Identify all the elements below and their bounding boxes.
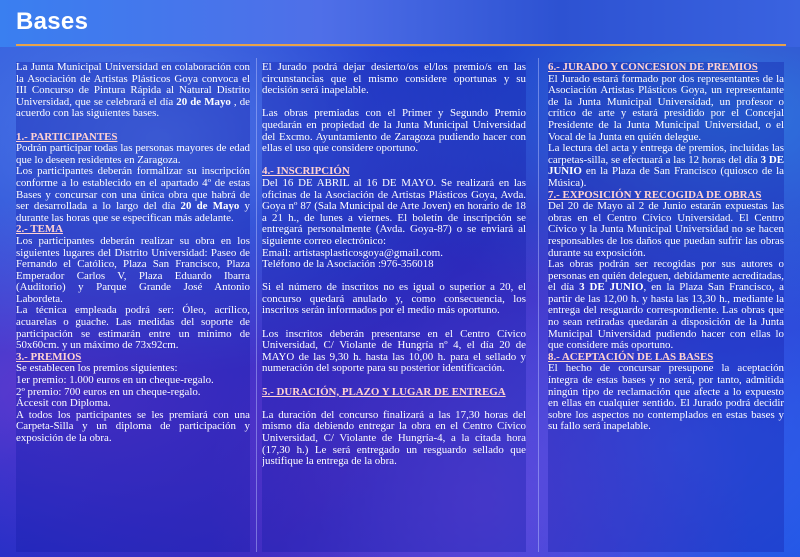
inscripcion-paragraph-1: Del 16 DE ABRIL al 16 DE MAYO. Se realizará en las oficinas de la Asociación de Artistas Plásticos Goya, Avda. Goya nº 87 (Sala Municipal de Arte Joven) en horario de 18 a 21 h., de lunes a viernes. El boletín de inscripción se entregará personalmente (Avda. Goya-87) o se enviará al siguiente correo electrónico: [262,176,526,247]
section-heading-aceptacion: 8.- ACEPTACIÓN DE LAS BASES [548,350,714,363]
column-divider-1 [256,58,257,552]
section-heading-exposicion: 7.- EXPOSICIÓN Y RECOGIDA DE OBRAS [548,188,762,201]
jurado-paragraph-1: El Jurado estará formado por dos representantes de la Asociación Artistas Plásticos Goya, un representante de la Junta Municipal Universidad, un profesor o crítico de arte y estará presidido por el Concejal Presidente de la Junta Municipal Universidad, o el Vocal de la Junta en quién delegue. [548,72,784,143]
premios-line-3: 2º premio: 700 euros en un cheque-regalo. [16,385,201,398]
column-2 [262,62,526,552]
column-3 [548,62,784,552]
page-title: Bases [16,8,89,35]
title-underline [16,44,786,46]
premios-line-2: 1er premio: 1.000 euros en un cheque-regalo. [16,374,214,387]
column-divider-2 [538,58,539,552]
jurado-paragraph-2: La lectura del acta y entrega de premios, incluidas las carpetas-silla, se efectuará a las 12 horas del día 3 DE JUNIO en la Plaza de San Francisco (quiosco de la Música). [548,142,784,189]
obras-premiadas-paragraph: Las obras premiadas con el Primer y Segundo Premio quedarán en propiedad de la Junta Municipal Universidad del Excmo. Ayuntamiento de Zaragoza pudiendo hacer con ellas el uso que considere oportuno. [262,107,526,155]
section-heading-jurado: 6.- JURADO Y CONCESIÓN DE PREMIOS [548,62,758,73]
inscripcion-paragraph-2: Si el número de inscritos no es igual o superior a 20, el concurso quedará anulado y, como consecuencia, los inscritos serán informados por el medio más oportuno. [262,281,526,317]
participantes-paragraph-2: Los participantes deberán formalizar su inscripción conforme a lo establecido en el apartado 4º de estas Bases y concursar con una única obra que habrá de ser desarrollada a lo largo del día 20 de Mayo y durante las horas que se especifican más adelante. [16,165,250,224]
premios-line-1: Se establecen los premios siguientes: [16,362,178,375]
inscripcion-email: Email: artistasplasticosgoya@gmail.com. [262,246,443,259]
column-1 [16,62,250,552]
intro-paragraph: La Junta Municipal Universidad en colaboración con la Asociación de Artistas Plásticos Goya convoca el III Concurso de Pintura Rápida al Natural Distrito Universidad, que se celebrará el día 20 de Mayo , de acuerdo con las siguientes bases. [16,62,250,120]
premios-line-4: Áccesit con Diploma. [16,397,111,410]
section-heading-tema: 2.- TEMA [16,223,63,236]
section-heading-premios: 3.- PREMIOS [16,350,82,363]
participantes-paragraph-1: Podrán participar todas las personas mayores de edad que lo deseen residentes en Zaragoza. [16,142,250,166]
premios-paragraph: A todos los participantes se les premiará con una Carpeta-Silla y un diploma de participación y exposición de la obra. [16,408,250,444]
aceptacion-paragraph: El hecho de concursar presupone la aceptación íntegra de estas bases y no será, por tanto, admitida ningún tipo de reclamación que afecte a lo expuesto en ellas en cualquier sentido. El Jurado podrá decidir sobre los aspectos no contemplados en estas bases y su fallo será inapelable. [548,362,784,433]
exposicion-paragraph-1: Del 20 de Mayo al 2 de Junio estarán expuestas las obras en el Centro Cívico Universidad. El Centro Cívico y la Junta Municipal Universidad no se hacen responsables de los daños que puedan sufrir las obras durante su exposición. [548,200,784,259]
section-heading-duracion: 5.- DURACIÓN, PLAZO Y LUGAR DE ENTREGA [262,385,506,398]
section-heading-participantes: 1.- PARTICIPANTES [16,130,118,143]
exposicion-paragraph-2: Las obras podrán ser recogidas por sus autores o personas en quién deleguen, debidamente acreditadas, el día 3 DE JUNIO, en la Plaza San Francisco, a partir de las 12,00 h. y hasta las 13,30 h., mediante la entrega del resguardo correspondiente. Las obras que no sean retiradas quedarán a disposición de la Junta Municipal Universidad pudiendo hacer con ellas lo que considere más oportuno. [548,258,784,352]
jurado-desierto-paragraph: El Jurado podrá dejar desierto/os el/los premio/s en las circunstancias que el mismo considere oportunas y su decisión será inapelable. [262,62,526,97]
tema-paragraph-2: La técnica empleada podrá ser: Óleo, acrílico, acuarelas o guache. Las medidas del soporte de participación se estimarán entre un mínimo de 50x60cm. y un máximo de 73x92cm. [16,304,250,352]
duracion-paragraph: La duración del concurso finalizará a las 17,30 horas del mismo día debiendo entregar la obra en el Centro Cívico Universidad, C/ Violante de Hungría-4, a la citada hora (17,30 h.) Le será entregado un resguardo sellado que justifique la entrega de la obra. [262,408,526,468]
header-bar [0,0,800,47]
inscripcion-phone: Teléfono de la Asociación :976-356018 [262,258,434,271]
tema-paragraph-1: Los participantes deberán realizar su obra en los siguientes lugares del Distrito Universidad: Paseo de Fernando el Católico, Plaza San Francisco, Plaza Emperador Carlos V, Plaza Eduardo Ibarra (Auditorio) y Parque Grande José Antonio Labordeta. [16,234,250,305]
section-heading-inscripcion: 4.- INSCRIPCIÓN [262,165,350,178]
inscripcion-paragraph-3: Los inscritos deberán presentarse en el Centro Cívico Universidad, C/ Violante de Hungría nº 4, el día 20 de MAYO de las 9,30 h. hasta las 10,00 h. para el sellado y numeración del soporte para su posterior identificación. [262,327,526,375]
